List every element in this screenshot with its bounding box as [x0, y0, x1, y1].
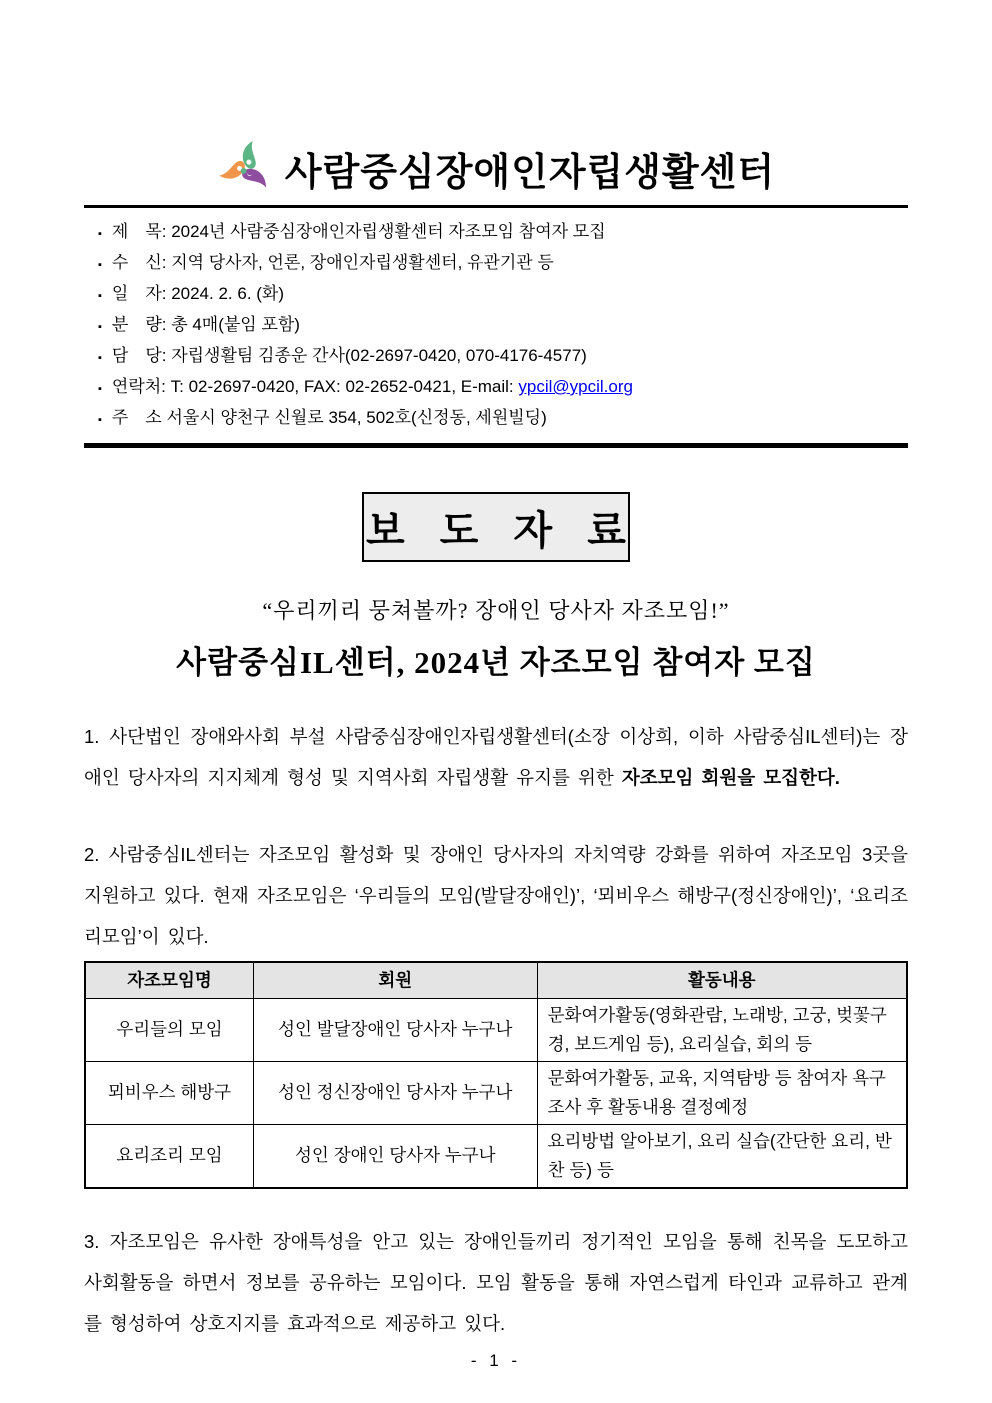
bullet-icon: ▪	[98, 290, 102, 302]
groups-table-body	[85, 998, 907, 1188]
meta-text: 분 량: 총 4매(붙임 포함)	[111, 315, 300, 334]
bullet-icon: ▪	[98, 383, 102, 395]
table-cell: 성인 장애인 당사자 누구나	[254, 1124, 538, 1188]
groups-table-head-row	[85, 962, 907, 998]
meta-item	[98, 371, 908, 402]
bullet-icon: ▪	[98, 352, 102, 364]
groups-table	[84, 961, 908, 1189]
meta-item	[98, 216, 908, 247]
paragraph-1	[84, 716, 908, 798]
bullet-icon: ▪	[98, 414, 102, 426]
email-link[interactable]: ypcil@ypcil.org	[518, 377, 633, 396]
table-header-cell: 회원	[254, 962, 538, 998]
table-row	[85, 998, 907, 1061]
org-title: 사람중심장애인자립생활센터	[284, 151, 776, 194]
paragraph-1-bold-text: 자조모임 회원을 모집한다.	[621, 767, 840, 788]
meta-text: 연락처: T: 02-2697-0420, FAX: 02-2652-0421, E-mail:	[111, 377, 519, 396]
bullet-icon: ▪	[98, 259, 102, 271]
meta-text: 일 자: 2024. 2. 6. (화)	[111, 284, 285, 303]
table-cell: 성인 발달장애인 당사자 누구나	[254, 998, 538, 1061]
document-content	[84, 0, 908, 1344]
paragraph-2: 2. 사람중심IL센터는 자조모임 활성화 및 장애인 당사자의 자치역량 강화를 위하여 자조모임 3곳을 지원하고 있다. 현재 자조모임은 ‘우리들의 모임(발달장애인)’, ‘뫼비우스 해방구(정신장애인)’, ‘요리조리모임’이 있다.	[84, 844, 908, 947]
meta-item	[98, 309, 908, 340]
table-cell: 문화여가활동(영화관람, 노래방, 고궁, 벚꽃구경, 보드게임 등), 요리실습, 회의 등	[537, 998, 907, 1061]
meta-text: 담 당: 자립생활팀 김종운 간사(02-2697-0420, 070-4176-4577)	[111, 346, 587, 365]
bullet-icon: ▪	[98, 228, 102, 240]
table-row	[85, 1124, 907, 1188]
page-title: 사람중심IL센터, 2024년 자조모임 참여자 모집	[176, 645, 816, 680]
meta-text: 제 목: 2024년 사람중심장애인자립생활센터 자조모임 참여자 모집	[111, 222, 606, 241]
org-logo-icon	[217, 139, 275, 197]
paragraph-1-text: 1. 사단법인 장애와사회 부설 사람중심장애인자립생활센터(소장 이상희, 이하 사람중심IL센터)는 장애인 당사자의 지지체계 형성 및 지역사회 자립생활 유지를 위한	[84, 726, 908, 788]
meta-item	[98, 402, 908, 433]
meta-item	[98, 340, 908, 371]
table-header-cell: 자조모임명	[85, 962, 254, 998]
table-cell: 요리방법 알아보기, 요리 실습(간단한 요리, 반찬 등) 등	[537, 1124, 907, 1188]
org-header	[84, 134, 908, 202]
press-release-label: 보 도 자 료	[366, 508, 638, 553]
meta-list	[84, 208, 908, 443]
meta-text: 주 소 서울시 양천구 신월로 354, 502호(신정동, 세원빌딩)	[111, 408, 547, 427]
paragraph-3: 3. 자조모임은 유사한 장애특성을 안고 있는 장애인들끼리 정기적인 모임을 통해 친목을 도모하고 사회활동을 하면서 정보를 공유하는 모임이다. 모임 활동을 통해 자연스럽게 타인과 교류하고 관계를 형성하여 상호지지를 효과적으로 제공하고 있다.	[84, 1230, 908, 1334]
table-cell: 성인 정신장애인 당사자 누구나	[254, 1061, 538, 1124]
table-row	[85, 1061, 907, 1124]
meta-text: 수 신: 지역 당사자, 언론, 장애인자립생활센터, 유관기관 등	[111, 253, 554, 272]
table-cell: 뫼비우스 해방구	[85, 1061, 254, 1124]
table-cell: 우리들의 모임	[85, 998, 254, 1061]
meta-item	[98, 278, 908, 309]
table-cell: 문화여가활동, 교육, 지역탐방 등 참여자 욕구조사 후 활동내용 결정예정	[537, 1061, 907, 1124]
table-header-cell: 활동내용	[537, 962, 907, 998]
meta-item	[98, 247, 908, 278]
press-release-box	[362, 492, 638, 562]
headline-quote: “우리끼리 뭉쳐볼까? 장애인 당사자 자조모임!”	[262, 598, 730, 623]
table-cell: 요리조리 모임	[85, 1124, 254, 1188]
page-number: - 1 -	[470, 1351, 522, 1370]
bullet-icon: ▪	[98, 321, 102, 333]
header-divider-bottom	[84, 443, 908, 448]
